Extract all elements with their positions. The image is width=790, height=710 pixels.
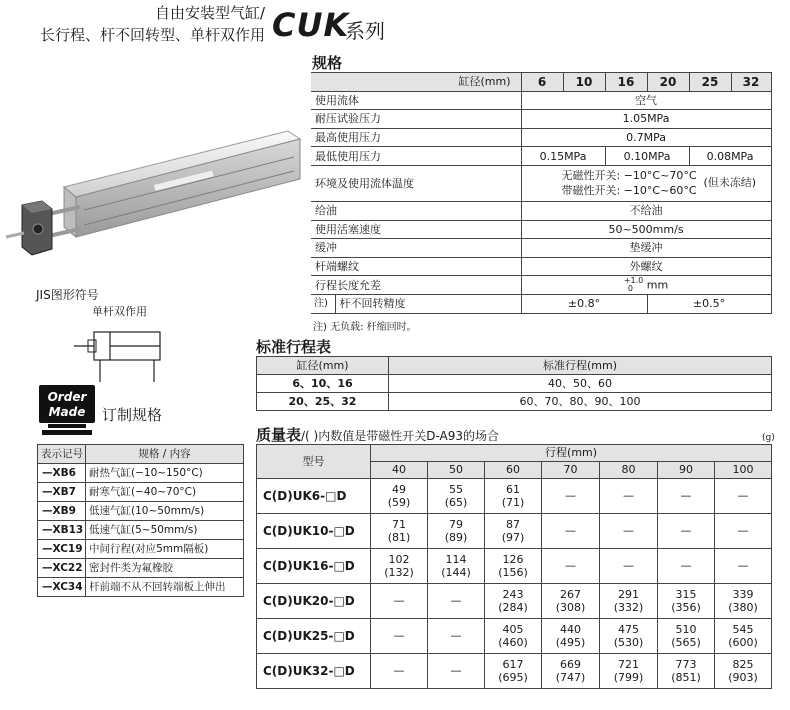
mass-value-with-switch: (380) (728, 601, 758, 614)
mass-cell (428, 584, 485, 619)
mass-value-with-switch: (495) (555, 636, 586, 649)
order-col-code: 表示记号 (38, 445, 86, 464)
order-code: —XB13 (38, 521, 86, 540)
mass-value-with-switch: (97) (501, 531, 525, 544)
mass-value: — (450, 594, 462, 608)
mass-model: C(D)UK6-□D (257, 479, 371, 514)
mass-model: C(D)UK10-□D (257, 514, 371, 549)
mass-value: 669 (560, 657, 581, 671)
mass-model: C(D)UK25-□D (257, 619, 371, 654)
mass-cell (542, 549, 600, 584)
mass-value: 510 (675, 622, 697, 636)
mass-value: — (737, 489, 749, 503)
mass-stroke-header: 50 (428, 462, 485, 479)
mass-value: 405 (502, 622, 524, 636)
mass-cell (600, 654, 658, 689)
spec-temp-line2: 带磁性开关: −10°C~60°C (561, 183, 697, 197)
spec-row-value: 50~500mm/s (521, 220, 771, 239)
spec-bore: 16 (605, 73, 647, 92)
mass-cell (428, 514, 485, 549)
mass-cell (715, 654, 772, 689)
order-spec: 中间行程(对应5mm隔板) (86, 540, 244, 559)
mass-cell (485, 479, 542, 514)
mass-value: — (680, 559, 692, 573)
mass-cell (658, 549, 715, 584)
jis-cylinder-symbol (74, 318, 184, 388)
mass-value-with-switch: (747) (555, 671, 586, 684)
mass-value: 49 (392, 482, 406, 496)
mass-value-with-switch: (600) (728, 636, 758, 649)
mass-value: — (737, 524, 749, 538)
mass-cell (371, 619, 428, 654)
spec-bore: 20 (647, 73, 689, 92)
mass-cell (485, 654, 542, 689)
mass-value-with-switch: (144) (441, 566, 471, 579)
tol-upper: +1.0 (623, 276, 644, 286)
mass-value-with-switch: (89) (444, 531, 468, 544)
tol-unit: mm (646, 278, 669, 292)
spec-row-value: ±0.5° (647, 294, 771, 313)
mass-cell (371, 654, 428, 689)
mass-value: 545 (732, 622, 754, 636)
spec-bore: 10 (563, 73, 605, 92)
mass-value-with-switch: (65) (444, 496, 468, 509)
mass-value-with-switch: (308) (555, 601, 586, 614)
mass-cell (600, 584, 658, 619)
order-code: —XB6 (38, 464, 86, 483)
order-made-logo-line1: Order (47, 390, 87, 404)
stroke-bore: 6、10、16 (257, 375, 389, 393)
mass-value: 267 (560, 587, 581, 601)
spec-temp-extra: (但未冻结) (703, 175, 757, 189)
stroke-title: 标准行程表 (256, 338, 332, 356)
mass-cell (428, 549, 485, 584)
spec-row-label: 缓冲 (311, 239, 521, 258)
order-spec: 杆前端不从不回转端板上伸出 (86, 578, 244, 597)
mass-col-model: 型号 (257, 445, 371, 479)
spec-row-label: 环境及使用流体温度 (311, 165, 521, 201)
mass-cell (600, 619, 658, 654)
stroke-col-stroke: 标准行程(mm) (389, 357, 772, 375)
spec-temp-cell (521, 165, 771, 201)
spec-row-value: 1.05MPa (521, 110, 771, 129)
mass-value: 114 (445, 552, 467, 566)
mass-stroke-header: 90 (658, 462, 715, 479)
mass-cell (485, 514, 542, 549)
mass-row (257, 654, 772, 689)
series-label: 系列 (345, 19, 385, 43)
mass-value: — (680, 489, 692, 503)
mass-value-with-switch: (695) (498, 671, 528, 684)
mass-value-with-switch: (156) (498, 566, 528, 579)
mass-stroke-header: 80 (600, 462, 658, 479)
spec-bore-label: 缸径(mm) (311, 73, 521, 92)
spec-row-label: 使用流体 (311, 91, 521, 110)
mass-model: C(D)UK20-□D (257, 584, 371, 619)
spec-row-label: 最低使用压力 (311, 147, 521, 166)
mass-value-with-switch: (530) (613, 636, 644, 649)
spec-row-label: 使用活塞速度 (311, 220, 521, 239)
mass-model: C(D)UK16-□D (257, 549, 371, 584)
spec-table (311, 72, 772, 314)
mass-value-with-switch: (356) (671, 601, 701, 614)
series-brand: CUK (272, 6, 350, 44)
spec-row-value: 0.15MPa (521, 147, 605, 166)
mass-row (257, 479, 772, 514)
spec-row-value: 垫缓冲 (521, 239, 771, 258)
mass-cell (715, 619, 772, 654)
spec-bore: 32 (731, 73, 771, 92)
mass-value: 79 (449, 517, 463, 531)
mass-cell (600, 479, 658, 514)
mass-value-with-switch: (71) (501, 496, 525, 509)
mass-value: 55 (449, 482, 463, 496)
order-code: —XC19 (38, 540, 86, 559)
mass-value-with-switch: (81) (387, 531, 411, 544)
spec-note-marker: 注) (311, 294, 335, 313)
mass-table (256, 444, 772, 689)
mass-cell (542, 619, 600, 654)
mass-value: — (680, 524, 692, 538)
mass-value: — (565, 524, 576, 538)
mass-stroke-header: 70 (542, 462, 600, 479)
mass-value: — (450, 664, 462, 678)
mass-stroke-header: 60 (485, 462, 542, 479)
mass-value: — (393, 664, 405, 678)
mass-subtitle: /( )内数值是带磁性开关D-A93的场合 (301, 429, 500, 443)
order-spec: 耐热气缸(−10~150°C) (86, 464, 244, 483)
jis-title: JIS图形符号 (36, 288, 99, 302)
mass-value: 721 (618, 657, 639, 671)
mass-cell (658, 514, 715, 549)
mass-value: 440 (560, 622, 581, 636)
stroke-table (256, 356, 772, 411)
spec-row-label: 行程长度允差 (311, 276, 521, 295)
mass-cell (371, 549, 428, 584)
spec-row-value: 0.10MPa (605, 147, 689, 166)
spec-row-value: 0.7MPa (521, 128, 771, 147)
header-line1: 自由安装型气缸/ (154, 4, 265, 22)
spec-row-value: 外螺纹 (521, 257, 771, 276)
mass-title: 质量表 (256, 426, 302, 444)
mass-value: — (450, 629, 462, 643)
mass-cell (542, 654, 600, 689)
mass-value: — (565, 489, 576, 503)
spec-row-label: 杆端螺纹 (311, 257, 521, 276)
mass-cell (485, 549, 542, 584)
mass-row (257, 549, 772, 584)
order-code: —XB7 (38, 483, 86, 502)
spec-footnote: 注) 无负载: 杆缩回时。 (313, 322, 417, 333)
mass-value: — (737, 559, 749, 573)
mass-cell (485, 584, 542, 619)
mass-value: — (393, 629, 405, 643)
mass-value-with-switch: (903) (728, 671, 758, 684)
cylinder-product-image (4, 125, 304, 275)
spec-row-label: 最高使用压力 (311, 128, 521, 147)
order-spec: 耐寒气缸(−40~70°C) (86, 483, 244, 502)
mass-value: 102 (388, 552, 410, 566)
order-made-table (37, 444, 244, 597)
tol-lower: 0 (627, 284, 633, 294)
mass-value: 773 (675, 657, 697, 671)
stroke-bore: 20、25、32 (257, 393, 389, 411)
order-spec: 低速气缸(10~50mm/s) (86, 502, 244, 521)
order-col-spec: 规格 / 内容 (86, 445, 244, 464)
mass-value: 87 (506, 517, 520, 531)
spec-row-value: ±0.8° (521, 294, 647, 313)
order-code: —XC22 (38, 559, 86, 578)
mass-value: 71 (392, 517, 406, 531)
jis-label: 单杆双作用 (92, 305, 147, 318)
mass-cell (715, 514, 772, 549)
mass-value: — (565, 559, 576, 573)
mass-value-with-switch: (565) (671, 636, 701, 649)
mass-value: 315 (675, 587, 697, 601)
order-spec: 密封件类为氟橡胶 (86, 559, 244, 578)
mass-value: 61 (506, 482, 520, 496)
order-made-logo-line2: Made (48, 405, 86, 419)
mass-value-with-switch: (132) (384, 566, 414, 579)
spec-temp-line1: 无磁性开关: −10°C~70°C (561, 168, 697, 182)
mass-cell (658, 479, 715, 514)
spec-title: 规格 (312, 54, 343, 72)
mass-value: 339 (732, 587, 754, 601)
mass-value: — (393, 594, 405, 608)
mass-stroke-header: 100 (715, 462, 772, 479)
mass-cell (542, 584, 600, 619)
spec-bore: 25 (689, 73, 731, 92)
mass-value-with-switch: (799) (613, 671, 644, 684)
mass-cell (542, 514, 600, 549)
mass-value: — (623, 524, 634, 538)
mass-cell (371, 514, 428, 549)
stroke-values: 60、70、80、90、100 (389, 393, 772, 411)
spec-row-value: 空气 (521, 91, 771, 110)
order-code: —XC34 (38, 578, 86, 597)
spec-row-value: 不给油 (521, 201, 771, 220)
mass-value-with-switch: (59) (387, 496, 411, 509)
mass-value: — (623, 559, 634, 573)
mass-value: 617 (502, 657, 524, 671)
spec-row-label: 耐压试验压力 (311, 110, 521, 129)
spec-bore: 6 (521, 73, 563, 92)
mass-cell (542, 479, 600, 514)
mass-value-with-switch: (284) (498, 601, 528, 614)
mass-cell (658, 654, 715, 689)
mass-cell (371, 479, 428, 514)
mass-cell (428, 479, 485, 514)
mass-row (257, 584, 772, 619)
mass-col-stroke: 行程(mm) (371, 445, 772, 462)
spec-row-label: 杆不回转精度 (335, 294, 521, 313)
mass-value-with-switch: (332) (613, 601, 644, 614)
mass-row (257, 514, 772, 549)
mass-cell (600, 549, 658, 584)
mass-unit: (g) (762, 433, 775, 443)
mass-value: — (623, 489, 634, 503)
stroke-values: 40、50、60 (389, 375, 772, 393)
order-spec: 低速气缸(5~50mm/s) (86, 521, 244, 540)
order-code: —XB9 (38, 502, 86, 521)
mass-cell (600, 514, 658, 549)
spec-row-value: 0.08MPa (689, 147, 771, 166)
mass-row (257, 619, 772, 654)
spec-tolerance (521, 276, 771, 295)
stroke-col-bore: 缸径(mm) (257, 357, 389, 375)
mass-cell (485, 619, 542, 654)
mass-value-with-switch: (460) (498, 636, 528, 649)
mass-value: 475 (618, 622, 639, 636)
mass-cell (658, 584, 715, 619)
mass-model: C(D)UK32-□D (257, 654, 371, 689)
spec-row-label: 给油 (311, 201, 521, 220)
mass-stroke-header: 40 (371, 462, 428, 479)
mass-value-with-switch: (851) (671, 671, 701, 684)
mass-cell (715, 549, 772, 584)
mass-cell (428, 619, 485, 654)
order-made-title: 订制规格 (102, 406, 163, 424)
page-header (0, 2, 460, 52)
mass-value: 291 (618, 587, 639, 601)
mass-value: 243 (502, 587, 524, 601)
order-made-logo (38, 384, 96, 436)
mass-cell (371, 584, 428, 619)
mass-value: 825 (732, 657, 754, 671)
mass-value: 126 (502, 552, 524, 566)
mass-cell (715, 479, 772, 514)
mass-cell (715, 584, 772, 619)
mass-title-wrap (256, 424, 499, 445)
mass-cell (658, 619, 715, 654)
header-line2: 长行程、杆不回转型、单杆双作用 (39, 26, 265, 44)
mass-cell (428, 654, 485, 689)
